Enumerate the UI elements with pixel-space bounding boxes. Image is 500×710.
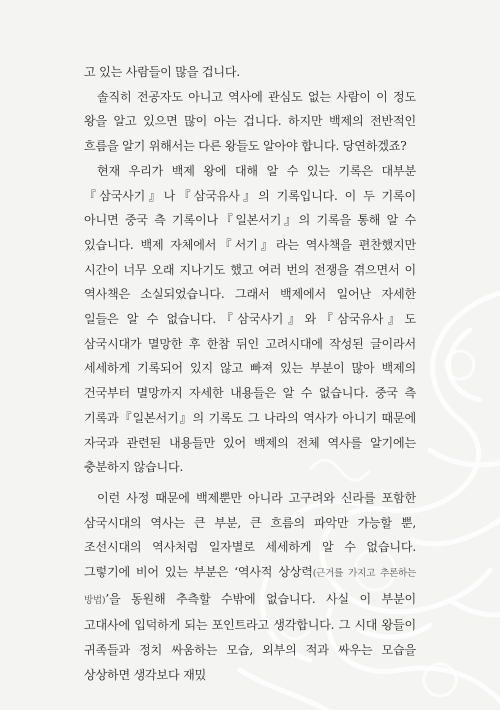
paragraph-text: 고 있는 사람들이 많을 겁니다. <box>84 65 241 79</box>
paragraph-text: 솔직히 전공자도 아니고 역사에 관심도 없는 사람이 이 정도 왕을 알고 있으면 많이 아는 겁니다. 하지만 백제의 전반적인 흐름을 알기 위해서는 다른 왕들도 알아야 합니다. 당연하겠죠? <box>84 89 416 154</box>
paragraph <box>84 85 416 159</box>
paragraph-text: 이런 사정 때문에 백제뿐만 아니라 고구려와 신라를 포함한 삼국시대의 역사는 큰 부분, 큰 흐름의 파악만 가능할 뿐, 조선시대의 역사처럼 일자별로 세세하게 알 수 없습니다. 그렇기에 비어 있는 부분은 ‘역사적 상상력 <box>84 490 416 580</box>
annotation-text: (근거를 가지고 추론하는 방법) <box>84 568 416 606</box>
paragraph <box>84 159 416 480</box>
paragraph-text: 현재 우리가 백제 왕에 대해 알 수 있는 기록은 대부분『삼국사기』나『삼국유사』의 기록입니다. 이 두 기록이 아니면 중국 측 기록이나『일본서기』의 기록을 통해 알 수 있습니다. 백제 자체에서『서기』라는 역사책을 편찬했지만 시간이 너무 오래 지나기도 했고 여러 번의 전쟁을 겪으면서 이 역사책은 소실되었습니다. 그래서 백제에서 일어난 자세한 일들은 알 수 없습니다.『삼국사기』와『삼국유사』도 삼국시대가 멸망한 후 한참 뒤인 고려시대에 작성된 글이라서 세세하게 기록되어 있지 않고 빠져 있는 부분이 많아 백제의 건국부터 멸망까지 자세한 내용들은 알 수 없습니다. 중국 측 기록과『일본서기』의 기록도 그 나라의 역사가 아니기 때문에 자국과 관련된 내용들만 있어 백제의 전체 역사를 알기에는 충분하지 않습니다. <box>84 163 416 475</box>
paragraph-text: ’을 동원해 추측할 수밖에 없습니다. 사실 이 부분이 고대사에 입덕하게 되는 포인트라고 생각합니다. 그 시대 왕들이 귀족들과 정치 싸움하는 모습, 외부의 적과 싸우는 모습을 상상하면 생각보다 재밌 <box>84 591 416 682</box>
paragraph <box>84 60 416 85</box>
body-text <box>84 60 416 688</box>
paragraph <box>84 486 416 688</box>
